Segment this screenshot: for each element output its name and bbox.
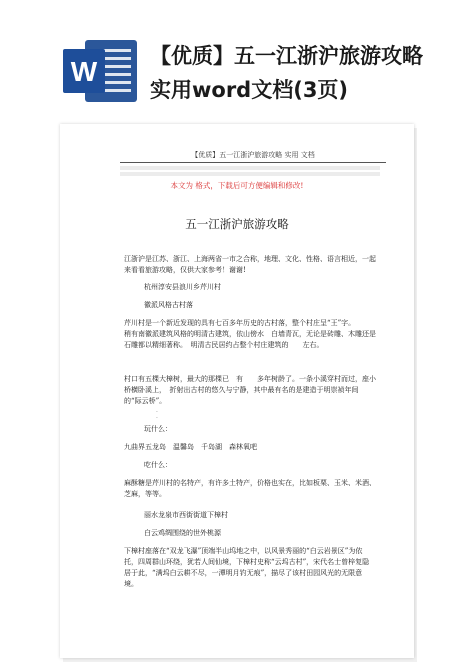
place-subheading-2: 白云鸡绸围绕的世外桃源	[144, 529, 221, 537]
document-page-preview	[60, 124, 414, 658]
download-notice: 本文为 格式，下载后可方便编辑和修改!	[170, 181, 304, 190]
play-list: 九曲界五龙岛 温馨岛 千岛湖 森林氧吧	[124, 443, 257, 451]
eat-label: 吃什么：	[144, 461, 172, 469]
faint-watermark-line	[120, 172, 380, 176]
paragraph-eat: 麻酥糖是芹川村的名特产，有许多土特产，价格也实在，比如板栗、玉米、米酒、芝麻，等等。	[124, 479, 376, 498]
place-subheading-1: 徽派风格古村落	[144, 301, 193, 309]
paragraph-description-3: 下樟村座落在“双龙飞瀑”顶端半山坞地之中，以风景秀丽的“白云岩景区”为依托，四周群山环绕，犹若人间仙境，下樟村史称“云坞古村”，宋代名士曾梓复隐居于此，“满坞白云耕不尽，一潭明月钓无痕”，描尽了该村田园风光的无限意境。	[124, 547, 370, 588]
play-label: 玩什么：	[144, 425, 172, 433]
paragraph-intro: 江浙沪是江苏、浙江、上海两省一市之合称，地理、文化、性格、语言相近，一起来看看旅游攻略，仅供大家参考！谢谢!	[124, 255, 376, 274]
dots-marker: · ·	[156, 409, 158, 422]
running-head: 【优质】五一江浙沪旅游攻略 实用 文档	[120, 150, 386, 163]
paragraph-description-1: 芹川村是一个新近发现的具有七百多年历史的古村落，整个村庄呈“王”字。 稍有南徽派建筑风格的明清古建筑，依山傍水 白墙青瓦，无论是砖雕、木雕还是石雕都以精细著称。 明清古民居约占整个村庄建筑的 左右。	[124, 319, 380, 349]
document-title-line-1: 【优质】五一江浙沪旅游攻略	[150, 44, 423, 68]
place-heading-1: 杭州淳安县浪川乡芹川村	[144, 283, 221, 291]
doc-title: 五一江浙沪旅游攻略	[185, 217, 289, 231]
document-title-line-2: 实用word文档(3页)	[150, 78, 349, 102]
paragraph-description-2: 村口有五棵大樟树，最大的那棵已 有 多年树龄了。一条小溪穿村而过，座小桥横卧溪上， 折射出古村的悠久与宁静，其中最有名的是建造于明崇祯年间的“际云桥”。	[124, 375, 376, 405]
place-heading-2: 丽水龙泉市西街街道下樟村	[144, 511, 228, 519]
word-icon	[63, 40, 137, 102]
faint-watermark-line	[120, 166, 380, 170]
svg-text:W: W	[70, 56, 98, 87]
document-header	[0, 0, 474, 112]
